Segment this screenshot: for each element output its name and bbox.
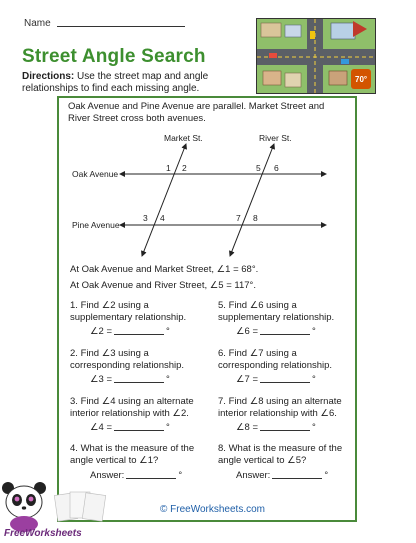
angle-label-4: 4: [160, 213, 165, 223]
question-text: Find ∠7 using a corresponding relationship.: [218, 348, 333, 371]
degree-unit: °: [312, 326, 316, 337]
degree-unit: °: [324, 470, 329, 481]
question-1: [70, 300, 196, 324]
given-angle-5: At Oak Avenue and River Street, ∠5 = 117°.: [70, 280, 256, 291]
answer-6: [236, 374, 316, 385]
question-4: [70, 443, 196, 467]
question-number: 3.: [70, 396, 78, 407]
answer-5: [236, 326, 316, 337]
answer-label: ∠8 =: [236, 422, 258, 433]
pine-avenue-label: Pine Avenue: [72, 220, 120, 230]
answer-blank[interactable]: [114, 429, 164, 431]
question-text: Find ∠6 using a supplementary relationship.: [218, 300, 335, 323]
question-number: 6.: [218, 348, 226, 359]
question-3: [70, 396, 196, 420]
answer-3: [90, 422, 170, 433]
oak-avenue-label: Oak Avenue: [72, 169, 119, 179]
intro-text: Oak Avenue and Pine Avenue are parallel. Market Street and River Street cross both avenues.: [68, 101, 325, 124]
panda-mascot-icon: [0, 478, 120, 538]
question-text: Find ∠3 using a corresponding relationship.: [70, 348, 185, 371]
market-street-label: Market St.: [164, 133, 203, 143]
answer-label: Answer:: [90, 470, 125, 481]
answer-label: ∠3 =: [90, 374, 112, 385]
angle-label-1: 1: [166, 163, 171, 173]
degree-unit: °: [166, 422, 170, 433]
market-street-line: [142, 144, 186, 256]
answer-blank[interactable]: [126, 477, 176, 479]
answer-blank[interactable]: [260, 381, 310, 383]
answer-blank[interactable]: [272, 477, 322, 479]
question-7: [218, 396, 344, 420]
question-text: What is the measure of the angle vertical to ∠5?: [218, 443, 343, 466]
answer-blank[interactable]: [114, 381, 164, 383]
degree-unit: °: [312, 374, 316, 385]
directions-label: Directions:: [22, 71, 75, 82]
question-text: Find ∠4 using an alternate interior relationship with ∠2.: [70, 396, 194, 419]
degree-unit: °: [178, 470, 183, 481]
angle-label-7: 7: [236, 213, 241, 223]
river-street-line: [230, 144, 274, 256]
question-number: 4.: [70, 443, 78, 454]
answer-blank[interactable]: [260, 429, 310, 431]
question-number: 2.: [70, 348, 78, 359]
worksheet-title: Street Angle Search: [22, 46, 206, 67]
freeworksheets-logo: [0, 478, 120, 538]
question-2: [70, 348, 196, 372]
directions-text: Use the street map and angle relationships to find each missing angle.: [22, 71, 209, 94]
answer-label: ∠2 =: [90, 326, 112, 337]
name-field: [24, 18, 185, 29]
answer-blank[interactable]: [260, 333, 310, 335]
answer-label: ∠6 =: [236, 326, 258, 337]
question-number: 7.: [218, 396, 226, 407]
question-number: 8.: [218, 443, 226, 454]
name-label: Name: [24, 18, 51, 29]
question-6: [218, 348, 344, 372]
answer-8: [236, 470, 328, 481]
question-text: Find ∠2 using a supplementary relationship.: [70, 300, 187, 323]
name-blank-line: [57, 25, 185, 27]
question-text: What is the measure of the angle vertical to ∠1?: [70, 443, 195, 466]
degree-unit: °: [166, 374, 170, 385]
angle-label-8: 8: [253, 213, 258, 223]
angle-label-2: 2: [182, 163, 187, 173]
street-map-illustration: [256, 18, 376, 94]
question-number: 5.: [218, 300, 226, 311]
answer-1: [90, 326, 170, 337]
answer-2: [90, 374, 170, 385]
question-5: [218, 300, 344, 324]
question-number: 1.: [70, 300, 78, 311]
river-street-label: River St.: [259, 133, 292, 143]
degree-unit: °: [312, 422, 316, 433]
answer-label: Answer:: [236, 470, 271, 481]
answer-blank[interactable]: [114, 333, 164, 335]
footer-link[interactable]: © FreeWorksheets.com: [160, 504, 265, 515]
given-angle-1: At Oak Avenue and Market Street, ∠1 = 68°.: [70, 264, 259, 275]
directions: [22, 71, 250, 95]
question-8: [218, 443, 344, 467]
angle-label-6: 6: [274, 163, 279, 173]
parallel-lines-figure: [60, 128, 340, 258]
answer-label: ∠7 =: [236, 374, 258, 385]
degree-unit: °: [166, 326, 170, 337]
svg-text:FreeWorksheets: FreeWorksheets: [4, 528, 82, 538]
angle-label-3: 3: [143, 213, 148, 223]
map-angle-label: 70°: [355, 75, 368, 84]
question-text: Find ∠8 using an alternate interior relationship with ∠6.: [218, 396, 342, 419]
answer-7: [236, 422, 316, 433]
angle-label-5: 5: [256, 163, 261, 173]
answer-label: ∠4 =: [90, 422, 112, 433]
